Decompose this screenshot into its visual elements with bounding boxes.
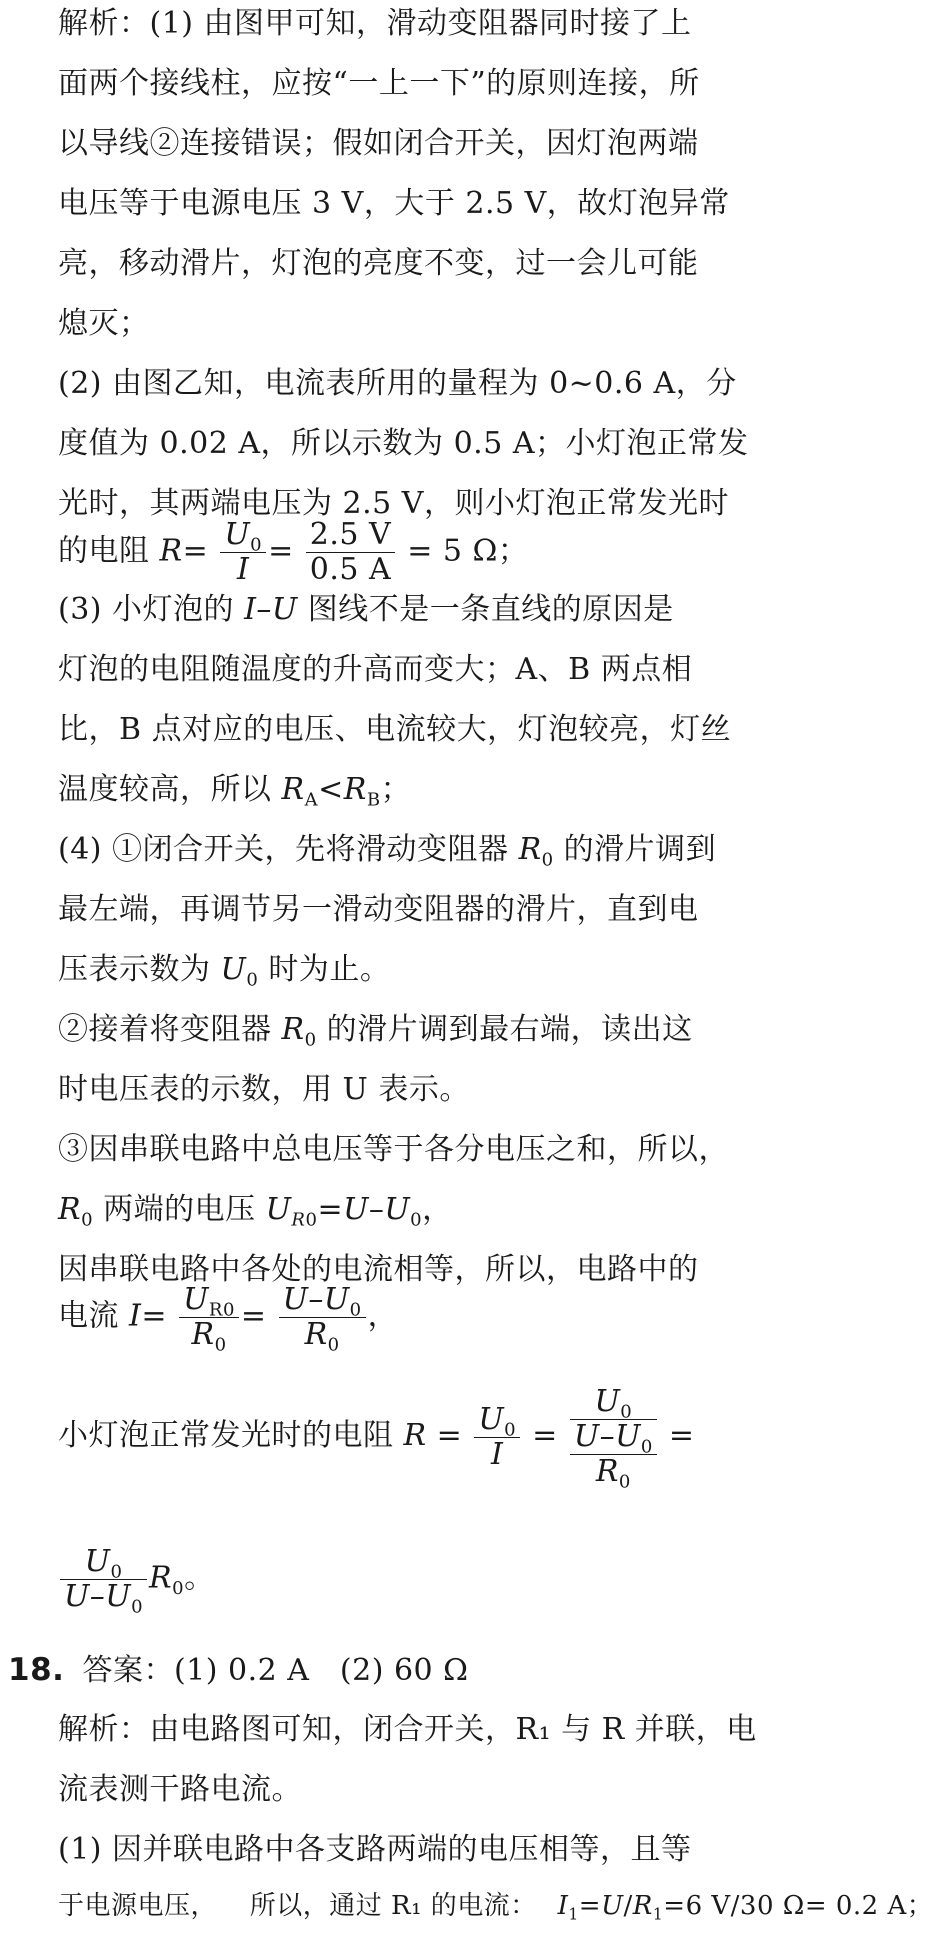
text-line: 因串联电路中各处的电流相等，所以，电路中的 <box>58 1252 699 1287</box>
text-line: 解析：由电路图可知，闭合开关，R₁ 与 R 并联，电 <box>58 1712 757 1747</box>
final-resistance-formula: 小灯泡正常发光时的电阻 R = $\frac{U_0}{I}$ = $\frac{U_0}{\frac{U-U_0}{R_0}}$ = <box>58 1384 695 1493</box>
text-line: (4) ①闭合开关，先将滑动变阻器 $R_0$ 的滑片调到 <box>58 832 717 871</box>
fraction-u0-over-i: $\frac{U_0}{I}$ <box>220 518 266 587</box>
text-line: 灯泡的电阻随温度的升高而变大；A、B 两点相 <box>58 652 693 687</box>
text-line: 于电源电压， 所以，通过 R₁ 的电流： $I_1=U/R_1=6$ V/30 Ω= 0.2 A； <box>58 1891 933 1924</box>
question-18-answer: 18. 答案：(1) 0.2 A (2) 60 Ω <box>8 1652 469 1688</box>
text-line: (1) 因并联电路中各支路两端的电压相等，且等 <box>58 1832 692 1867</box>
text-line: 最左端，再调节另一滑动变阻器的滑片，直到电 <box>58 892 699 927</box>
text-line: 度值为 0.02 A，所以示数为 0.5 A；小灯泡正常发 <box>58 426 749 461</box>
text-line: 温度较高，所以 $R_A<R_B$； <box>58 772 412 811</box>
text-line: 解析：(1) 由图甲可知，滑动变阻器同时接了上 <box>58 6 692 41</box>
question-number: 18. <box>8 1652 65 1688</box>
complex-fraction: $\frac{U_0}{\frac{U-U_0}{R_0}}$ <box>570 1385 657 1489</box>
final-result: $\frac{U_0}{U-U_0}$ $R_0$。 <box>58 1545 215 1614</box>
text-line: 面两个接线柱，应按“一上一下”的原则连接，所 <box>58 66 700 101</box>
fraction-value: $\frac{2.5 V}{0.5 A}$ <box>306 518 395 587</box>
text-line: 亮，移动滑片，灯泡的亮度不变，过一会儿可能 <box>58 246 699 281</box>
text-line: 熄灭； <box>58 306 150 341</box>
text-line: 以导线②连接错误；假如闭合开关，因灯泡两端 <box>58 126 699 161</box>
fraction-u-minus-u0-over-r0: $\frac{U-U_0}{R_0}$ <box>279 1283 366 1352</box>
current-formula: 电流 I= $\frac{U_{R0}}{R_0}$ = $\frac{U-U_0}{R_0}$ ， <box>58 1282 399 1356</box>
text-line: ②接着将变阻器 $R_0$ 的滑片调到最右端，读出这 <box>58 1012 693 1051</box>
text-line: 光时，其两端电压为 2.5 V，则小灯泡正常发光时 <box>58 486 729 521</box>
fraction-u0-over-u-minus-u0: $\frac{U_0}{U-U_0}$ <box>60 1545 147 1614</box>
text-line: $R_0$ 两端的电压 $U_{R0}=U-U_0$， <box>58 1192 453 1231</box>
text-line: 比，B 点对应的电压、电流较大，灯泡较亮，灯丝 <box>58 712 732 747</box>
text-line: ③因串联电路中总电压等于各分电压之和，所以， <box>58 1132 729 1167</box>
text-line: 时电压表的示数，用 U 表示。 <box>58 1072 470 1107</box>
text-line: 电压等于电源电压 3 V，大于 2.5 V，故灯泡异常 <box>58 186 730 221</box>
text-line: (2) 由图乙知，电流表所用的量程为 0~0.6 A，分 <box>58 366 737 401</box>
text-line: 压表示数为 $U_0$ 时为止。 <box>58 952 391 991</box>
fraction-ur0-over-r0: $\frac{U_{R0}}{R_0}$ <box>179 1283 239 1352</box>
fraction-u0-over-i: $\frac{U_0}{I}$ <box>474 1403 520 1472</box>
resistance-formula: 的电阻 R= $\frac{U_0}{I}$ = $\frac{2.5 V}{0.5 A}$ = 5 Ω； <box>58 517 529 587</box>
text-line: 流表测干路电流。 <box>58 1772 302 1807</box>
text-line: (3) 小灯泡的 I–U 图线不是一条直线的原因是 <box>58 592 674 627</box>
